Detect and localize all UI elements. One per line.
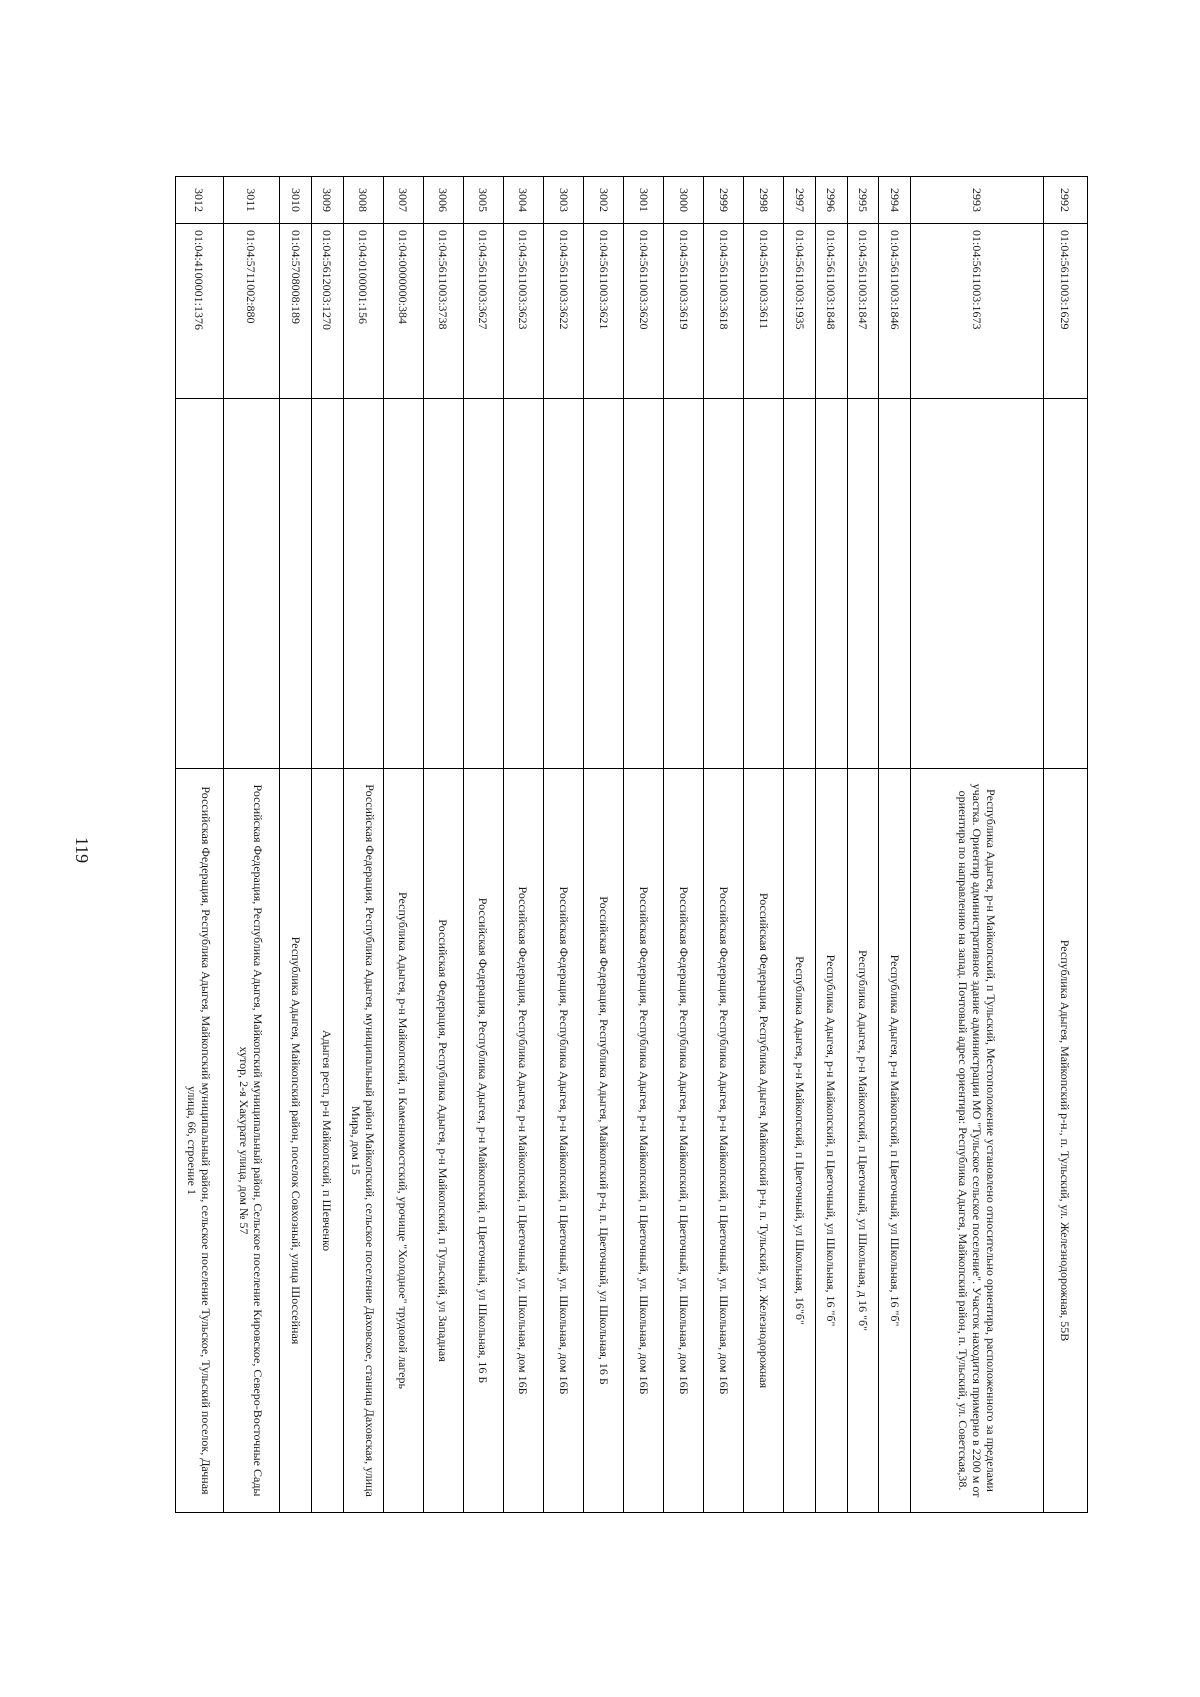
- cadastral-number: 01:04:5611003:1848: [816, 224, 848, 399]
- table-row: [383, 177, 423, 1513]
- address: Российская Федерация, Республика Адыгея, р-н Майкопский, п Цветочный, ул. Школьная, дом 16Б: [503, 769, 543, 1513]
- row-number: 2999: [704, 177, 744, 224]
- table-row: [463, 177, 503, 1513]
- blank-cell: [280, 399, 312, 769]
- table-row: [223, 177, 280, 1513]
- row-number: 3011: [223, 177, 280, 224]
- cadastral-number: 01:04:5611003:1846: [879, 224, 911, 399]
- address: Республика Адыгея, р-н Майкопский, п Цветочный, ул Школьная, 16 "б": [816, 769, 848, 1513]
- page-number: 119: [72, 836, 93, 864]
- cadastral-number: 01:04:5612003:1270: [312, 224, 344, 399]
- address: Республика Адыгея, Майкопский р-н., п. Тульский, ул. Железнодорожная, 55В: [1043, 769, 1087, 1513]
- row-number: 3009: [312, 177, 344, 224]
- registry-table: [175, 176, 1088, 1513]
- row-number: 3012: [176, 177, 224, 224]
- address: Российская Федерация, Республика Адыгея, р-н Майкопский, п Цветочный, ул. Школьная, дом 16Б: [704, 769, 744, 1513]
- row-number: 2994: [879, 177, 911, 224]
- blank-cell: [816, 399, 848, 769]
- cadastral-number: 01:04:5611003:3627: [463, 224, 503, 399]
- cadastral-number: 01:04:5611003:3619: [664, 224, 704, 399]
- table-row: [847, 177, 879, 1513]
- row-number: 2996: [816, 177, 848, 224]
- table-row: [584, 177, 624, 1513]
- blank-cell: [176, 399, 224, 769]
- address: Российская Федерация, Республика Адыгея, р-н Майкопский, п Цветочный, ул. Школьная, дом 16Б: [664, 769, 704, 1513]
- row-number: 3007: [383, 177, 423, 224]
- cadastral-number: 01:04:5611003:1673: [910, 224, 1043, 399]
- cadastral-number: 01:04:4100001:1376: [176, 224, 224, 399]
- blank-cell: [223, 399, 280, 769]
- blank-cell: [879, 399, 911, 769]
- table-row: [664, 177, 704, 1513]
- blank-cell: [463, 399, 503, 769]
- blank-cell: [1043, 399, 1087, 769]
- table-row: [816, 177, 848, 1513]
- blank-cell: [503, 399, 543, 769]
- row-number: 2997: [784, 177, 816, 224]
- address: Республика Адыгея, Майкопский район, поселок Совхозный, улица Шоссейная: [280, 769, 312, 1513]
- address: Российская Федерация, Республика Адыгея, Майкопский р-н, п. Тульский, ул. Железнодорожная: [744, 769, 784, 1513]
- cadastral-number: 01:04:5711002:880: [223, 224, 280, 399]
- table-row: [744, 177, 784, 1513]
- blank-cell: [383, 399, 423, 769]
- row-number: 3006: [423, 177, 463, 224]
- table-row: [544, 177, 584, 1513]
- row-number: 3005: [463, 177, 503, 224]
- address: Республика Адыгея, р-н Майкопский, п Тульский, Местоположение установлено относительно ориентира, расположенного за пределами участка. Ориентир административное здание администрации МО "Тульское сельское поселение". Участок находится примерно в 2200 м от ориентира по направлению на запад. Почтовый адрес ориентира: Республика Адыгея, Майкопский район, п. Тульский, ул. Советская,38.: [910, 769, 1043, 1513]
- row-number: 3001: [624, 177, 664, 224]
- blank-cell: [584, 399, 624, 769]
- table-row: [704, 177, 744, 1513]
- row-number: 3004: [503, 177, 543, 224]
- cadastral-number: 01:04:5611003:3620: [624, 224, 664, 399]
- blank-cell: [624, 399, 664, 769]
- row-number: 2998: [744, 177, 784, 224]
- table-row: [503, 177, 543, 1513]
- row-number: 3010: [280, 177, 312, 224]
- address: Республика Адыгея, р-н Майкопский, п Цветочный, ул Школьная, 16 "б": [879, 769, 911, 1513]
- rotated-table-frame: [175, 176, 1088, 1512]
- table-row: [784, 177, 816, 1513]
- row-number: 3002: [584, 177, 624, 224]
- cadastral-number: 01:04:5611003:3738: [423, 224, 463, 399]
- row-number: 2995: [847, 177, 879, 224]
- blank-cell: [343, 399, 383, 769]
- table-row: [423, 177, 463, 1513]
- row-number: 2993: [910, 177, 1043, 224]
- address: Российская Федерация, Республика Адыгея, Майкопский р-н, п. Цветочный, ул Школьная, 16 Б: [584, 769, 624, 1513]
- address: Республика Адыгея, р-н Майкопский, п Цветочный, ул Школьная, д 16 "б": [847, 769, 879, 1513]
- blank-cell: [664, 399, 704, 769]
- address: Российская Федерация, Республика Адыгея, р-н Майкопский, п Тульский, ул Западная: [423, 769, 463, 1513]
- blank-cell: [423, 399, 463, 769]
- row-number: 3000: [664, 177, 704, 224]
- address: Российская Федерация, Республика Адыгея, муниципальный район Майкопский, сельское поселение Даховское, станица Даховская, улица Мира, дом 15: [343, 769, 383, 1513]
- address: Российская Федерация, Республика Адыгея, Майкопский муниципальный район, Сельское поселение Кировское, Северо-Восточные Сады хутор, 2-я Хакурате улица, дом № 57: [223, 769, 280, 1513]
- table-row: [1043, 177, 1087, 1513]
- blank-cell: [910, 399, 1043, 769]
- cadastral-number: 01:04:5611003:1629: [1043, 224, 1087, 399]
- address: Российская Федерация, Республика Адыгея, Майкопский муниципальный район, сельское поселение Тульское, Тульский поселок, Дачная улица, 66, строение 1: [176, 769, 224, 1513]
- cadastral-number: 01:04:5611003:3621: [584, 224, 624, 399]
- address: Российская Федерация, Республика Адыгея, р-н Майкопский, п Цветочный, ул. Школьная, дом 16Б: [544, 769, 584, 1513]
- blank-cell: [312, 399, 344, 769]
- cadastral-number: 01:04:0000000:384: [383, 224, 423, 399]
- row-number: 3008: [343, 177, 383, 224]
- cadastral-number: 01:04:0100001:156: [343, 224, 383, 399]
- table-row: [343, 177, 383, 1513]
- cadastral-number: 01:04:5611003:1935: [784, 224, 816, 399]
- address: Российская Федерация, Республика Адыгея, р-н Майкопский, п Цветочный, ул Школьная, 16 Б: [463, 769, 503, 1513]
- table-row: [280, 177, 312, 1513]
- address: Республика Адыгея, р-н Майкопский, п Цветочный, ул Школьная, 16"б": [784, 769, 816, 1513]
- table-stage: [175, 176, 1088, 1512]
- address: Республика Адыгея, р-н Майкопский, п Каменномостский, урочище "Холодное" трудовой лагерь: [383, 769, 423, 1513]
- table-row: [879, 177, 911, 1513]
- table-row: [176, 177, 224, 1513]
- cadastral-number: 01:04:5611003:3611: [744, 224, 784, 399]
- address: Российская Федерация, Республика Адыгея, р-н Майкопский, п Цветочный, ул. Школьная, дом 16Б: [624, 769, 664, 1513]
- row-number: 2992: [1043, 177, 1087, 224]
- cadastral-number: 01:04:5611003:3623: [503, 224, 543, 399]
- table-row: [624, 177, 664, 1513]
- table-row: [910, 177, 1043, 1513]
- row-number: 3003: [544, 177, 584, 224]
- blank-cell: [784, 399, 816, 769]
- cadastral-number: 01:04:5708008:189: [280, 224, 312, 399]
- cadastral-number: 01:04:5611003:1847: [847, 224, 879, 399]
- blank-cell: [544, 399, 584, 769]
- address: Адыгея респ, р-н Майкопский, п Шевченко: [312, 769, 344, 1513]
- blank-cell: [744, 399, 784, 769]
- cadastral-number: 01:04:5611003:3622: [544, 224, 584, 399]
- blank-cell: [704, 399, 744, 769]
- cadastral-number: 01:04:5611003:3618: [704, 224, 744, 399]
- blank-cell: [847, 399, 879, 769]
- registry-table-body: [176, 177, 1088, 1513]
- table-row: [312, 177, 344, 1513]
